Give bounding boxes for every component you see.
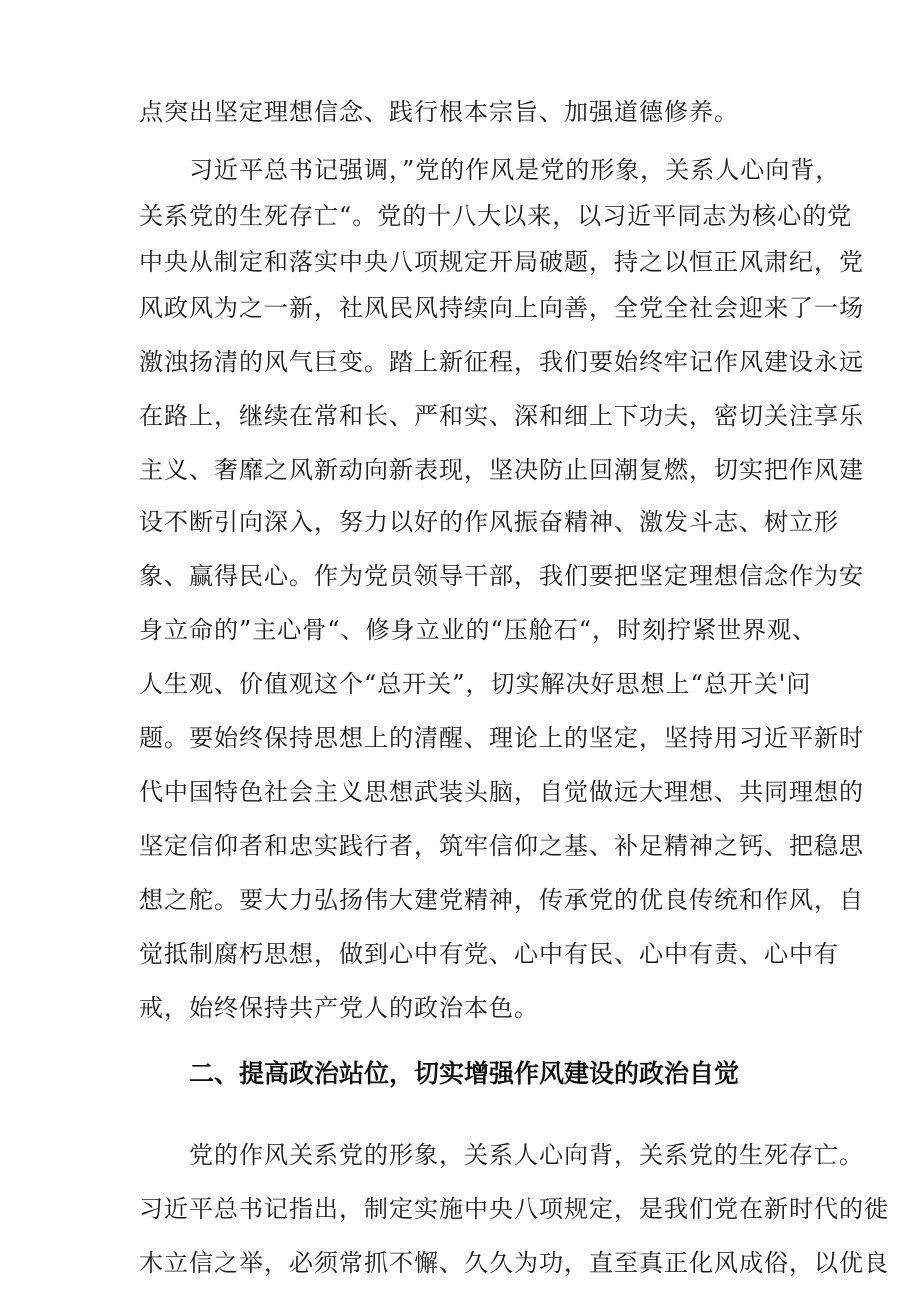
paragraph-2-line-6: 在路上，继续在常和长、严和实、深和细上下功夫，密切关注享乐 <box>139 402 864 430</box>
paragraph-2-line-5: 激浊扬清的风气巨变。踏上新征程，我们要始终牢记作风建设永远 <box>139 348 864 376</box>
paragraph-2-line-10: 身立命的”主心骨“、修身立业的“压舱石“，时刻拧紧世界观、 <box>139 616 818 644</box>
paragraph-2-line-9: 象、赢得民心。作为党员领导干部，我们要把坚定理想信念作为安 <box>139 562 864 590</box>
paragraph-2-line-17: 戒，始终保持共产党人的政治本色。 <box>139 994 539 1022</box>
paragraph-2-line-11: 人生观、价值观这个“总开关”，切实解决好思想上“总开关'问 <box>139 670 812 698</box>
paragraph-2-line-1: 习近平总书记强调，”党的作风是党的形象，关系人心向背， <box>189 156 841 184</box>
paragraph-2-line-8: 设不断引向深入，努力以好的作风振奋精神、激发斗志、树立形 <box>139 508 839 536</box>
paragraph-2-line-16: 觉抵制腐朽思想，做到心中有党、心中有民、心中有责、心中有 <box>139 940 839 968</box>
paragraph-2-line-4: 风政风为之一新，社风民风持续向上向善，全党全社会迎来了一场 <box>139 294 864 322</box>
paragraph-2-line-2: 关系党的生死存亡“。党的十八大以来，以习近平同志为核心的党 <box>139 202 853 230</box>
paragraph-3-line-2: 习近平总书记指出，制定实施中央八项规定，是我们党在新时代的徙 <box>139 1195 889 1223</box>
paragraph-1-line-1: 点突出坚定理想信念、践行根本宗旨、加强道德修养。 <box>139 98 739 126</box>
section-heading: 二、提高政治站位，切实增强作风建设的政治自觉 <box>189 1059 740 1088</box>
paragraph-2-line-3: 中央从制定和落实中央八项规定开局破题，持之以恒正风肃纪，党 <box>139 248 864 276</box>
paragraph-2-line-14: 坚定信仰者和忠实践行者，筑牢信仰之基、补足精神之钙、把稳思 <box>139 832 864 860</box>
paragraph-2-line-15: 想之舵。要大力弘扬伟大建党精神，传承党的优良传统和作风，自 <box>139 886 864 914</box>
paragraph-2-line-13: 代中国特色社会主义思想武装头脑，自觉做远大理想、共同理想的 <box>139 778 864 806</box>
paragraph-3-line-1: 党的作风关系党的形象，关系人心向背，关系党的生死存亡。 <box>189 1141 864 1169</box>
paragraph-2-line-7: 主义、奢靡之风新动向新表现，坚决防止回潮复燃，切实把作风建 <box>139 456 864 484</box>
paragraph-3-line-3: 木立信之举，必须常抓不懈、久久为功，直至真正化风成俗，以优良 <box>139 1249 889 1277</box>
paragraph-2-line-12: 题。要始终保持思想上的清醒、理论上的坚定，坚持用习近平新时 <box>139 724 864 752</box>
